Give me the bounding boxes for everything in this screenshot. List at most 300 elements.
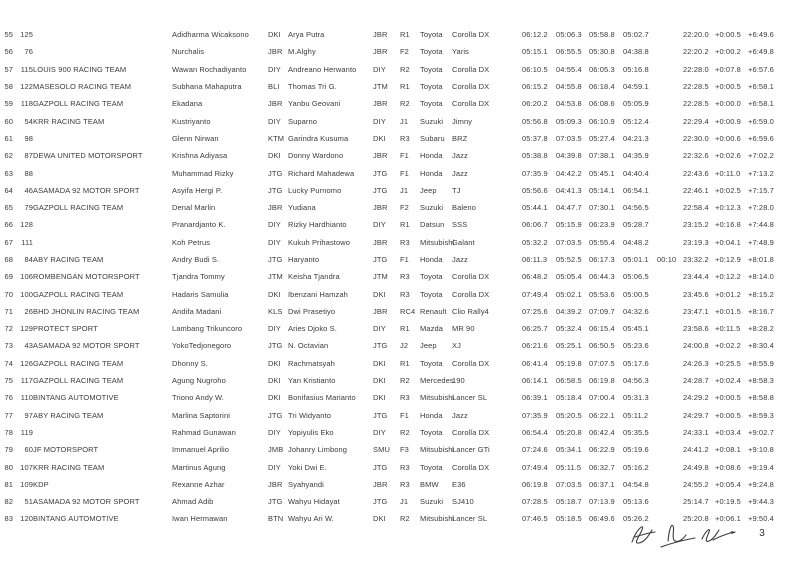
cell-car_no: 119 bbox=[20, 427, 33, 437]
cell-codriver: Wahyu Hidayat bbox=[288, 497, 340, 507]
cell-total: 24:29.7 bbox=[683, 410, 709, 420]
cell-ss2: 05:15.9 bbox=[556, 220, 582, 230]
cell-model: Yaris bbox=[452, 47, 470, 57]
cell-ss4: 04:56.3 bbox=[623, 376, 649, 386]
cell-gap_leader: +9:02.7 bbox=[748, 427, 774, 437]
cell-total: 23:19.3 bbox=[683, 237, 709, 247]
cell-model: Jazz bbox=[452, 151, 468, 161]
cell-ss4: 04:54.8 bbox=[623, 479, 649, 489]
cell-team: DEWA UNITED MOTORSPORT bbox=[33, 151, 143, 161]
cell-class: R1 bbox=[400, 358, 410, 368]
cell-model: Corolla DX bbox=[452, 272, 490, 282]
cell-total: 22:20.2 bbox=[683, 47, 709, 57]
cell-total: 25:14.7 bbox=[683, 497, 709, 507]
cell-pos: 61 bbox=[4, 133, 13, 143]
cell-make: Toyota bbox=[420, 82, 443, 92]
cell-team: BHD JHONLIN RACING TEAM bbox=[33, 306, 140, 316]
table-row bbox=[0, 199, 800, 216]
cell-gap_prev: +0:12.3 bbox=[715, 203, 741, 213]
cell-ss2: 05:18.7 bbox=[556, 497, 582, 507]
cell-driver_region: DIY bbox=[268, 116, 281, 126]
cell-codriver: Andreano Herwanto bbox=[288, 64, 357, 74]
cell-codriver: Lucky Purnomo bbox=[288, 185, 342, 195]
cell-driver_region: DIY bbox=[268, 427, 281, 437]
cell-pos: 66 bbox=[4, 220, 13, 230]
cell-car_no: 115 bbox=[20, 64, 33, 74]
cell-class: F3 bbox=[400, 445, 409, 455]
cell-ss1: 06:15.2 bbox=[522, 82, 548, 92]
cell-codriver_region: JBR bbox=[373, 99, 388, 109]
cell-make: Suzuki bbox=[420, 497, 444, 507]
cell-gap_prev: +0:12.9 bbox=[715, 255, 741, 264]
cell-driver_region: BTN bbox=[268, 514, 284, 524]
cell-make: Honda bbox=[420, 151, 443, 161]
table-row bbox=[0, 164, 800, 181]
cell-penalty bbox=[657, 337, 683, 354]
cell-ss1: 07:35.9 bbox=[522, 410, 548, 420]
cell-pos: 75 bbox=[4, 376, 13, 386]
cell-ss2: 05:18.4 bbox=[556, 393, 582, 403]
cell-ss3: 07:13.9 bbox=[589, 497, 615, 507]
cell-make: Suzuki bbox=[420, 203, 444, 213]
cell-driver_region: JBR bbox=[268, 479, 283, 489]
cell-class: J1 bbox=[400, 497, 409, 507]
cell-ss1: 07:35.9 bbox=[522, 168, 548, 178]
cell-gap_leader: +8:55.9 bbox=[748, 358, 774, 368]
cell-total: 22:28.0 bbox=[683, 64, 709, 74]
cell-driver: Kustriyanto bbox=[172, 116, 211, 126]
cell-team bbox=[33, 164, 172, 181]
cell-make: Mitsubishi bbox=[420, 393, 455, 403]
cell-gap_leader: +7:15.7 bbox=[748, 185, 774, 195]
cell-ss1: 06:41.4 bbox=[522, 358, 548, 368]
cell-ss2: 05:09.3 bbox=[556, 116, 582, 126]
cell-ss4: 05:13.6 bbox=[623, 497, 649, 507]
cell-penalty bbox=[657, 61, 683, 78]
cell-penalty bbox=[657, 303, 683, 320]
cell-ss1: 05:37.8 bbox=[522, 133, 548, 143]
cell-car_no: 107 bbox=[20, 462, 33, 472]
cell-penalty bbox=[657, 268, 683, 285]
cell-ss3: 07:38.1 bbox=[589, 151, 615, 161]
cell-model: Corolla DX bbox=[452, 289, 490, 299]
cell-ss1: 06:54.4 bbox=[522, 427, 548, 437]
cell-ss3: 05:30.8 bbox=[589, 47, 615, 57]
cell-driver_region: DIY bbox=[268, 324, 281, 334]
cell-ss1: 07:28.5 bbox=[522, 497, 548, 507]
cell-ss1: 06:20.2 bbox=[522, 99, 548, 109]
cell-driver_region: BLI bbox=[268, 82, 280, 92]
cell-ss4: 04:38.8 bbox=[623, 47, 649, 57]
cell-ss4: 05:45.1 bbox=[623, 324, 649, 334]
cell-model: 190 bbox=[452, 376, 465, 386]
cell-class: R2 bbox=[400, 64, 410, 74]
cell-total: 23:58.6 bbox=[683, 324, 709, 334]
cell-car_no: 128 bbox=[20, 220, 33, 230]
cell-driver: Asyifa Hergi P. bbox=[172, 185, 223, 195]
cell-codriver_region: JTG bbox=[373, 168, 388, 178]
cell-gap_prev: +0:03.4 bbox=[715, 427, 741, 437]
cell-team: KRR RACING TEAM bbox=[33, 462, 105, 472]
cell-team: GAZPOLL RACING TEAM bbox=[33, 376, 124, 386]
cell-gap_prev: +0:01.2 bbox=[715, 289, 741, 299]
cell-total: 24:55.2 bbox=[683, 479, 709, 489]
cell-ss2: 04:53.8 bbox=[556, 99, 582, 109]
cell-codriver_region: DIY bbox=[373, 116, 386, 126]
cell-class: R3 bbox=[400, 462, 410, 472]
cell-total: 22:32.6 bbox=[683, 151, 709, 161]
cell-codriver_region: DIY bbox=[373, 220, 386, 230]
cell-ss3: 06:32.7 bbox=[589, 462, 615, 472]
cell-team: JF MOTORSPORT bbox=[33, 445, 99, 455]
cell-gap_prev: +0:08.1 bbox=[715, 445, 741, 455]
cell-ss3: 05:58.8 bbox=[589, 30, 615, 40]
cell-codriver: Wahyu Ari W. bbox=[288, 514, 334, 524]
cell-codriver: Donny Wardono bbox=[288, 151, 344, 161]
cell-make: Toyota bbox=[420, 427, 443, 437]
cell-ss2: 05:34.1 bbox=[556, 445, 582, 455]
cell-ss2: 04:47.7 bbox=[556, 203, 582, 213]
cell-make: Toyota bbox=[420, 30, 443, 40]
cell-driver: Koh Petrus bbox=[172, 237, 211, 247]
cell-gap_leader: +9:24.8 bbox=[748, 479, 774, 489]
cell-codriver: Yopiyulis Eko bbox=[288, 427, 334, 437]
cell-ss2: 05:32.4 bbox=[556, 324, 582, 334]
cell-ss3: 06:37.1 bbox=[589, 479, 615, 489]
cell-car_no: 126 bbox=[20, 358, 33, 368]
cell-ss4: 05:26.2 bbox=[623, 514, 649, 524]
cell-penalty bbox=[657, 95, 683, 112]
cell-driver_region: JTG bbox=[268, 410, 283, 420]
cell-total: 25:20.8 bbox=[683, 514, 709, 524]
table-row bbox=[0, 234, 800, 251]
cell-model: Clio Rally4 bbox=[452, 306, 489, 316]
cell-class: R3 bbox=[400, 133, 410, 143]
cell-ss2: 07:03.5 bbox=[556, 133, 582, 143]
cell-gap_prev: +0:00.9 bbox=[715, 116, 741, 126]
cell-ss2: 05:20.8 bbox=[556, 427, 582, 437]
cell-team: MASESOLO RACING TEAM bbox=[33, 82, 132, 92]
cell-model: MR 90 bbox=[452, 324, 475, 334]
cell-gap_prev: +0:07.8 bbox=[715, 64, 741, 74]
cell-team: ASAMADA 92 MOTOR SPORT bbox=[33, 185, 140, 195]
cell-class: F2 bbox=[400, 47, 409, 57]
cell-car_no: 100 bbox=[20, 289, 33, 299]
cell-driver: Rahmad Gunawan bbox=[172, 427, 236, 437]
cell-driver: Lambang Trikuncoro bbox=[172, 324, 243, 334]
cell-ss4: 04:56.5 bbox=[623, 203, 649, 213]
cell-codriver: Thomas Tri G. bbox=[288, 82, 337, 92]
cell-gap_prev: +0:00.6 bbox=[715, 133, 741, 143]
cell-team bbox=[33, 26, 172, 43]
cell-team: PROTECT SPORT bbox=[33, 324, 98, 334]
cell-driver: Subhana Mahaputra bbox=[172, 82, 242, 92]
cell-codriver_region: DKI bbox=[373, 289, 386, 299]
cell-ss1: 06:14.1 bbox=[522, 376, 548, 386]
cell-gap_prev: +0:06.1 bbox=[715, 514, 741, 524]
cell-ss2: 05:05.4 bbox=[556, 272, 582, 282]
cell-codriver: Rachmatsyah bbox=[288, 358, 335, 368]
cell-car_no: 111 bbox=[21, 237, 33, 247]
cell-penalty bbox=[657, 320, 683, 337]
cell-gap_leader: +6:58.1 bbox=[748, 82, 774, 92]
cell-pos: 58 bbox=[4, 82, 13, 92]
cell-driver: Tjandra Tommy bbox=[172, 272, 225, 282]
cell-codriver_region: DKI bbox=[373, 514, 386, 524]
cell-penalty bbox=[657, 26, 683, 43]
cell-penalty bbox=[657, 389, 683, 406]
cell-car_no: 60 bbox=[24, 445, 33, 455]
cell-penalty bbox=[657, 164, 683, 181]
cell-codriver: Haryanto bbox=[288, 255, 320, 264]
cell-make: Jeep bbox=[420, 185, 437, 195]
cell-ss4: 05:05.9 bbox=[623, 99, 649, 109]
cell-ss4: 04:35.9 bbox=[623, 151, 649, 161]
cell-model: Corolla DX bbox=[452, 462, 490, 472]
cell-penalty bbox=[657, 441, 683, 458]
cell-car_no: 87 bbox=[24, 151, 33, 161]
cell-ss3: 05:27.4 bbox=[589, 133, 615, 143]
table-row bbox=[0, 147, 800, 164]
cell-gap_prev: +0:00.5 bbox=[715, 410, 741, 420]
cell-pos: 74 bbox=[4, 358, 13, 368]
cell-model: Galant bbox=[452, 237, 475, 247]
cell-pos: 70 bbox=[4, 289, 13, 299]
cell-codriver_region: JBR bbox=[373, 203, 388, 213]
cell-ss2: 05:52.5 bbox=[556, 255, 582, 264]
cell-ss1: 07:49.4 bbox=[522, 289, 548, 299]
cell-total: 23:32.2 bbox=[683, 255, 709, 264]
table-row bbox=[0, 320, 800, 337]
cell-make: Suzuki bbox=[420, 116, 444, 126]
cell-car_no: 54 bbox=[24, 116, 33, 126]
cell-penalty bbox=[657, 407, 683, 424]
cell-ss2: 06:55.5 bbox=[556, 47, 582, 57]
cell-codriver: Rizky Hardhianto bbox=[288, 220, 347, 230]
cell-gap_leader: +6:57.6 bbox=[748, 64, 774, 74]
cell-gap_prev: +0:16.8 bbox=[715, 220, 741, 230]
cell-class: R2 bbox=[400, 376, 410, 386]
cell-ss1: 06:25.7 bbox=[522, 324, 548, 334]
cell-total: 22:30.0 bbox=[683, 133, 709, 143]
cell-driver: Muhammad Rizky bbox=[172, 168, 234, 178]
cell-ss3: 06:10.9 bbox=[589, 116, 615, 126]
cell-car_no: 79 bbox=[24, 203, 33, 213]
cell-model: SJ410 bbox=[452, 497, 474, 507]
table-row bbox=[0, 26, 800, 43]
cell-model: Corolla DX bbox=[452, 64, 490, 74]
cell-team: ROMBENGAN MOTORSPORT bbox=[33, 272, 140, 282]
cell-total: 24:26.3 bbox=[683, 358, 709, 368]
cell-codriver_region: DKI bbox=[373, 358, 386, 368]
cell-penalty bbox=[657, 78, 683, 95]
cell-ss1: 07:49.4 bbox=[522, 462, 548, 472]
cell-ss3: 07:00.4 bbox=[589, 393, 615, 403]
cell-pos: 73 bbox=[4, 341, 13, 351]
results-table-body bbox=[0, 26, 800, 528]
signature-icon bbox=[628, 518, 740, 554]
cell-ss3: 06:23.9 bbox=[589, 220, 615, 230]
cell-car_no: 120 bbox=[20, 514, 33, 524]
table-row bbox=[0, 355, 800, 372]
cell-class: R1 bbox=[400, 82, 410, 92]
cell-pos: 81 bbox=[4, 479, 13, 489]
cell-penalty bbox=[657, 147, 683, 164]
cell-codriver_region: JTG bbox=[373, 497, 388, 507]
cell-car_no: 122 bbox=[20, 82, 33, 92]
cell-codriver: Suparno bbox=[288, 116, 318, 126]
cell-pos: 76 bbox=[4, 393, 13, 403]
table-row bbox=[0, 424, 800, 441]
cell-model: Baleno bbox=[452, 203, 476, 213]
cell-driver_region: DIY bbox=[268, 64, 281, 74]
cell-total: 23:44.4 bbox=[683, 272, 709, 282]
cell-class: F1 bbox=[400, 151, 409, 161]
cell-gap_leader: +6:58.1 bbox=[748, 99, 774, 109]
cell-model: BRZ bbox=[452, 133, 468, 143]
cell-penalty bbox=[657, 355, 683, 372]
cell-ss2: 04:42.2 bbox=[556, 168, 582, 178]
cell-codriver: Aries Djoko S. bbox=[288, 324, 337, 334]
table-row bbox=[0, 476, 800, 493]
cell-driver_region: JBR bbox=[268, 99, 283, 109]
cell-codriver: Richard Mahadewa bbox=[288, 168, 355, 178]
cell-codriver: N. Octavian bbox=[288, 341, 329, 351]
cell-driver_region: JTG bbox=[268, 497, 283, 507]
cell-pos: 63 bbox=[4, 168, 13, 178]
cell-model: Jazz bbox=[452, 410, 468, 420]
cell-ss3: 07:09.7 bbox=[589, 306, 615, 316]
table-row bbox=[0, 130, 800, 147]
cell-ss1: 06:11.3 bbox=[522, 255, 548, 264]
cell-make: Subaru bbox=[420, 133, 445, 143]
cell-driver_region: DKI bbox=[268, 393, 281, 403]
cell-ss4: 05:11.2 bbox=[623, 410, 649, 420]
cell-gap_prev: +0:12.2 bbox=[715, 272, 741, 282]
cell-total: 22:28.5 bbox=[683, 99, 709, 109]
cell-driver: Andifa Madani bbox=[172, 306, 222, 316]
cell-pos: 67 bbox=[4, 237, 13, 247]
cell-codriver: M.Alghy bbox=[288, 47, 316, 57]
cell-ss2: 06:58.5 bbox=[556, 376, 582, 386]
table-row bbox=[0, 493, 800, 510]
cell-ss4: 05:28.7 bbox=[623, 220, 649, 230]
cell-ss1: 06:19.8 bbox=[522, 479, 548, 489]
cell-driver: Agung Nugroho bbox=[172, 376, 226, 386]
cell-driver: Wawan Rochadiyanto bbox=[172, 64, 247, 74]
cell-make: Renault bbox=[420, 306, 447, 316]
cell-codriver_region: JBR bbox=[373, 237, 388, 247]
cell-gap_leader: +8:01.8 bbox=[748, 255, 774, 264]
cell-ss2: 05:25.1 bbox=[556, 341, 582, 351]
cell-codriver_region: DIY bbox=[373, 324, 386, 334]
cell-gap_prev: +0:11.5 bbox=[715, 324, 741, 334]
cell-driver_region: DKI bbox=[268, 358, 281, 368]
cell-driver_region: JTM bbox=[268, 272, 283, 282]
cell-class: F2 bbox=[400, 203, 409, 213]
cell-ss1: 05:44.1 bbox=[522, 203, 548, 213]
table-row bbox=[0, 216, 800, 233]
cell-ss1: 05:56.8 bbox=[522, 116, 548, 126]
cell-make: Mitsubishi bbox=[420, 514, 455, 524]
cell-model: E36 bbox=[452, 479, 466, 489]
cell-model: SSS bbox=[452, 220, 468, 230]
cell-car_no: 84 bbox=[24, 255, 33, 264]
cell-ss3: 06:18.4 bbox=[589, 82, 615, 92]
cell-model: Corolla DX bbox=[452, 82, 490, 92]
cell-car_no: 26 bbox=[24, 306, 33, 316]
cell-penalty bbox=[657, 476, 683, 493]
cell-codriver: Yoki Dwi E. bbox=[288, 462, 327, 472]
cell-driver_region: JBR bbox=[268, 47, 283, 57]
cell-gap_leader: +8:16.7 bbox=[748, 306, 774, 316]
cell-ss4: 06:54.1 bbox=[623, 185, 649, 195]
cell-driver: Rexanne Azhar bbox=[172, 479, 225, 489]
cell-model: Lancer GTi bbox=[452, 445, 490, 455]
cell-class: R3 bbox=[400, 237, 410, 247]
cell-model: Lancer SL bbox=[452, 393, 488, 403]
cell-car_no: 117 bbox=[20, 376, 33, 386]
cell-driver_region: JTG bbox=[268, 185, 283, 195]
cell-ss1: 07:25.6 bbox=[522, 306, 548, 316]
cell-ss2: 05:11.5 bbox=[556, 462, 582, 472]
cell-codriver_region: JTG bbox=[373, 462, 388, 472]
cell-class: R3 bbox=[400, 479, 410, 489]
cell-driver_region: KLS bbox=[268, 306, 283, 316]
cell-ss4: 05:16.8 bbox=[623, 64, 649, 74]
cell-class: R1 bbox=[400, 30, 410, 40]
cell-gap_leader: +8:59.3 bbox=[748, 410, 774, 420]
cell-model: Corolla DX bbox=[452, 99, 490, 109]
cell-team: BINTANG AUTOMOTIVE bbox=[33, 514, 119, 524]
table-row bbox=[0, 78, 800, 95]
cell-ss3: 05:14.1 bbox=[589, 185, 615, 195]
cell-pos: 65 bbox=[4, 203, 13, 213]
cell-pos: 55 bbox=[4, 30, 13, 40]
cell-ss3: 05:53.6 bbox=[589, 289, 615, 299]
cell-ss2: 05:06.3 bbox=[556, 30, 582, 40]
cell-codriver: Dwi Prasetiyo bbox=[288, 306, 336, 316]
cell-penalty bbox=[657, 112, 683, 129]
cell-codriver: Kukuh Prihastowo bbox=[288, 237, 351, 247]
cell-codriver_region: JBR bbox=[373, 151, 388, 161]
cell-team bbox=[33, 424, 172, 441]
cell-driver_region: DKI bbox=[268, 376, 281, 386]
cell-ss4: 04:40.4 bbox=[623, 168, 649, 178]
table-row bbox=[0, 407, 800, 424]
cell-team bbox=[33, 234, 172, 251]
cell-team: BINTANG AUTOMOTIVE bbox=[33, 393, 119, 403]
cell-ss3: 06:08.6 bbox=[589, 99, 615, 109]
cell-gap_prev: +0:00.2 bbox=[715, 47, 741, 57]
cell-ss4: 05:12.4 bbox=[623, 116, 649, 126]
cell-penalty bbox=[657, 372, 683, 389]
cell-car_no: 43 bbox=[24, 341, 33, 351]
cell-ss4: 05:06.5 bbox=[623, 272, 649, 282]
cell-codriver_region: DIY bbox=[373, 427, 386, 437]
cell-driver: Andry Budi S. bbox=[172, 255, 220, 264]
cell-ss1: 06:10.5 bbox=[522, 64, 548, 74]
cell-ss3: 06:44.3 bbox=[589, 272, 615, 282]
cell-ss2: 04:39.8 bbox=[556, 151, 582, 161]
cell-gap_prev: +0:00.5 bbox=[715, 393, 741, 403]
cell-ss4: 05:31.3 bbox=[623, 393, 649, 403]
cell-car_no: 110 bbox=[20, 393, 33, 403]
cell-codriver_region: JBR bbox=[373, 47, 388, 57]
cell-codriver: Yanbu Geovani bbox=[288, 99, 341, 109]
table-row bbox=[0, 112, 800, 129]
cell-gap_prev: +0:00.5 bbox=[715, 82, 741, 92]
